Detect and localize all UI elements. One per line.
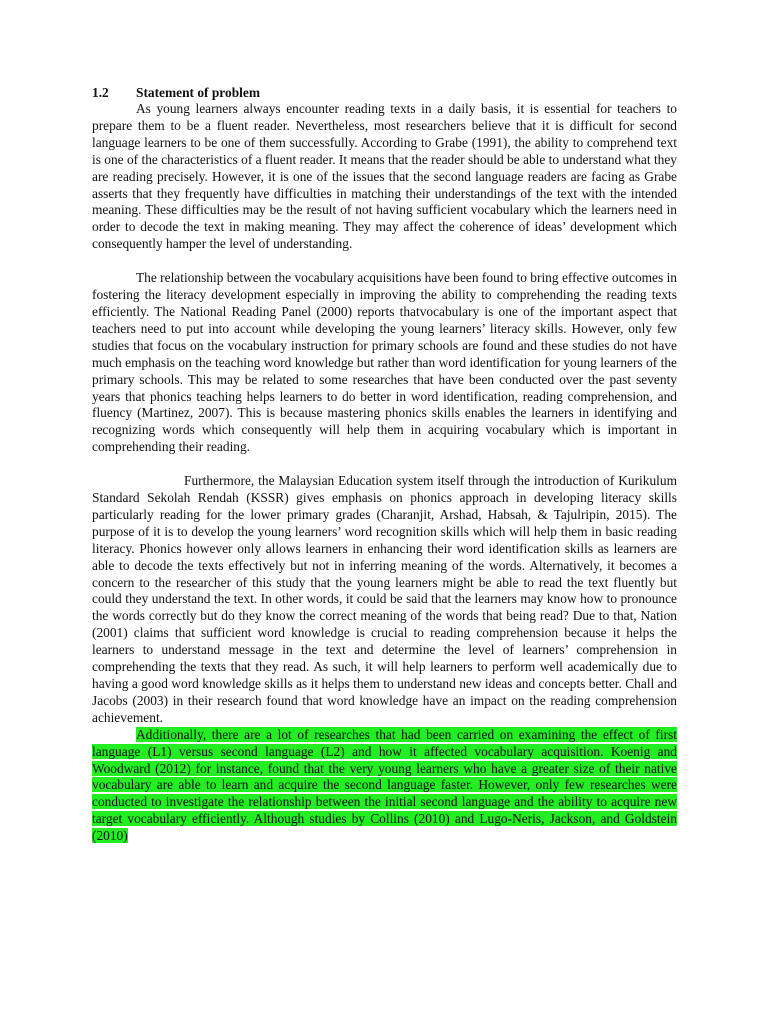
paragraph-3: Furthermore, the Malaysian Education system itself through the introduction of Kurikulum Standard Sekolah Rendah (KSSR) gives emphasis on phonics approach in developing literacy skills particularly reading for the lower primary grades (Charanjit, Arshad, Habsah, & Tajulripin, 2015). The purpose of it is to develop the young learners’ word recognition skills which will help them in basic reading literacy. Phonics however only allows learners in enhancing their word identification skills as learners are able to decode the texts effectively but not in inferring meaning of the words. Alternatively, it becomes a concern to the researcher of this study that the young learners might be able to read the text fluently but could they understand the text. In other words, it could be said that the learners may know how to pronounce the words correctly but do they know the correct meaning of the words that being read? Due to that, Nation (2001) claims that sufficient word knowledge is crucial to reading comprehension because it helps the learners to understand message in the text and determine the level of learners’ comprehension in comprehending the texts that they read. As such, it will help learners to perform well academically due to having a good word knowledge skills as it helps them to understand new ideas and concepts better. Chall and Jacobs (2003) in their research found that word knowledge have an impact on the reading comprehension achievement.: [92, 473, 677, 725]
highlighted-text: Additionally, there are a lot of researches that had been carried on examining the effect of first language (L1) versus second language (L2) and how it affected vocabulary acquisition. Koenig and Woodward (2012) for instance, found that the very young learners who have a greater size of their native vocabulary are able to learn and acquire the second language faster. However, only few researches were conducted to investigate the relationship between the initial second language and the ability to acquire new target vocabulary efficiently. Although studies by Collins (2010) and Lugo-Neris, Jackson, and Goldstein (2010): [92, 726, 677, 844]
paragraph-1: As young learners always encounter reading texts in a daily basis, it is essential for teachers to prepare them to be a fluent reader. Nevertheless, most researchers believe that it is difficult for second language learners to be one of them successfully. According to Grabe (1991), the ability to comprehend text is one of the characteristics of a fluent reader. It means that the reader should be able to understand what they are reading precisely. However, it is one of the issues that the second language readers are facing as Grabe asserts that they frequently have difficulties in matching their understandings of the text with the intended meaning. These difficulties may be the result of not having sufficient vocabulary which the learners need in order to decode the text in making meaning. They may affect the coherence of ideas’ development which consequently hamper the level of understanding.: [92, 101, 677, 252]
paragraph-4-highlighted: [92, 727, 677, 845]
section-number: 1.2: [92, 85, 109, 100]
section-heading: [92, 84, 677, 101]
section-title: Statement of problem: [136, 85, 260, 100]
document-page: [92, 84, 677, 845]
paragraph-2: The relationship between the vocabulary acquisitions have been found to bring effective outcomes in fostering the literacy development especially in improving the ability to comprehending the reading texts efficiently. The National Reading Panel (2000) reports thatvocabulary is one of the important aspect that teachers need to put into account while developing the young learners’ literacy skills. However, only few studies that focus on the vocabulary instruction for primary schools are found and these studies do not have much emphasis on the teaching word knowledge but rather than word identification for young learners of the primary schools. This may be related to some researches that have been conducted over the past seventy years that phonics teaching helps learners to do better in word identification, reading comprehension, and fluency (Martinez, 2007). This is because mastering phonics skills enables the learners in identifying and recognizing words which consequently will help them in acquiring vocabulary which is important in comprehending their reading.: [92, 270, 677, 455]
